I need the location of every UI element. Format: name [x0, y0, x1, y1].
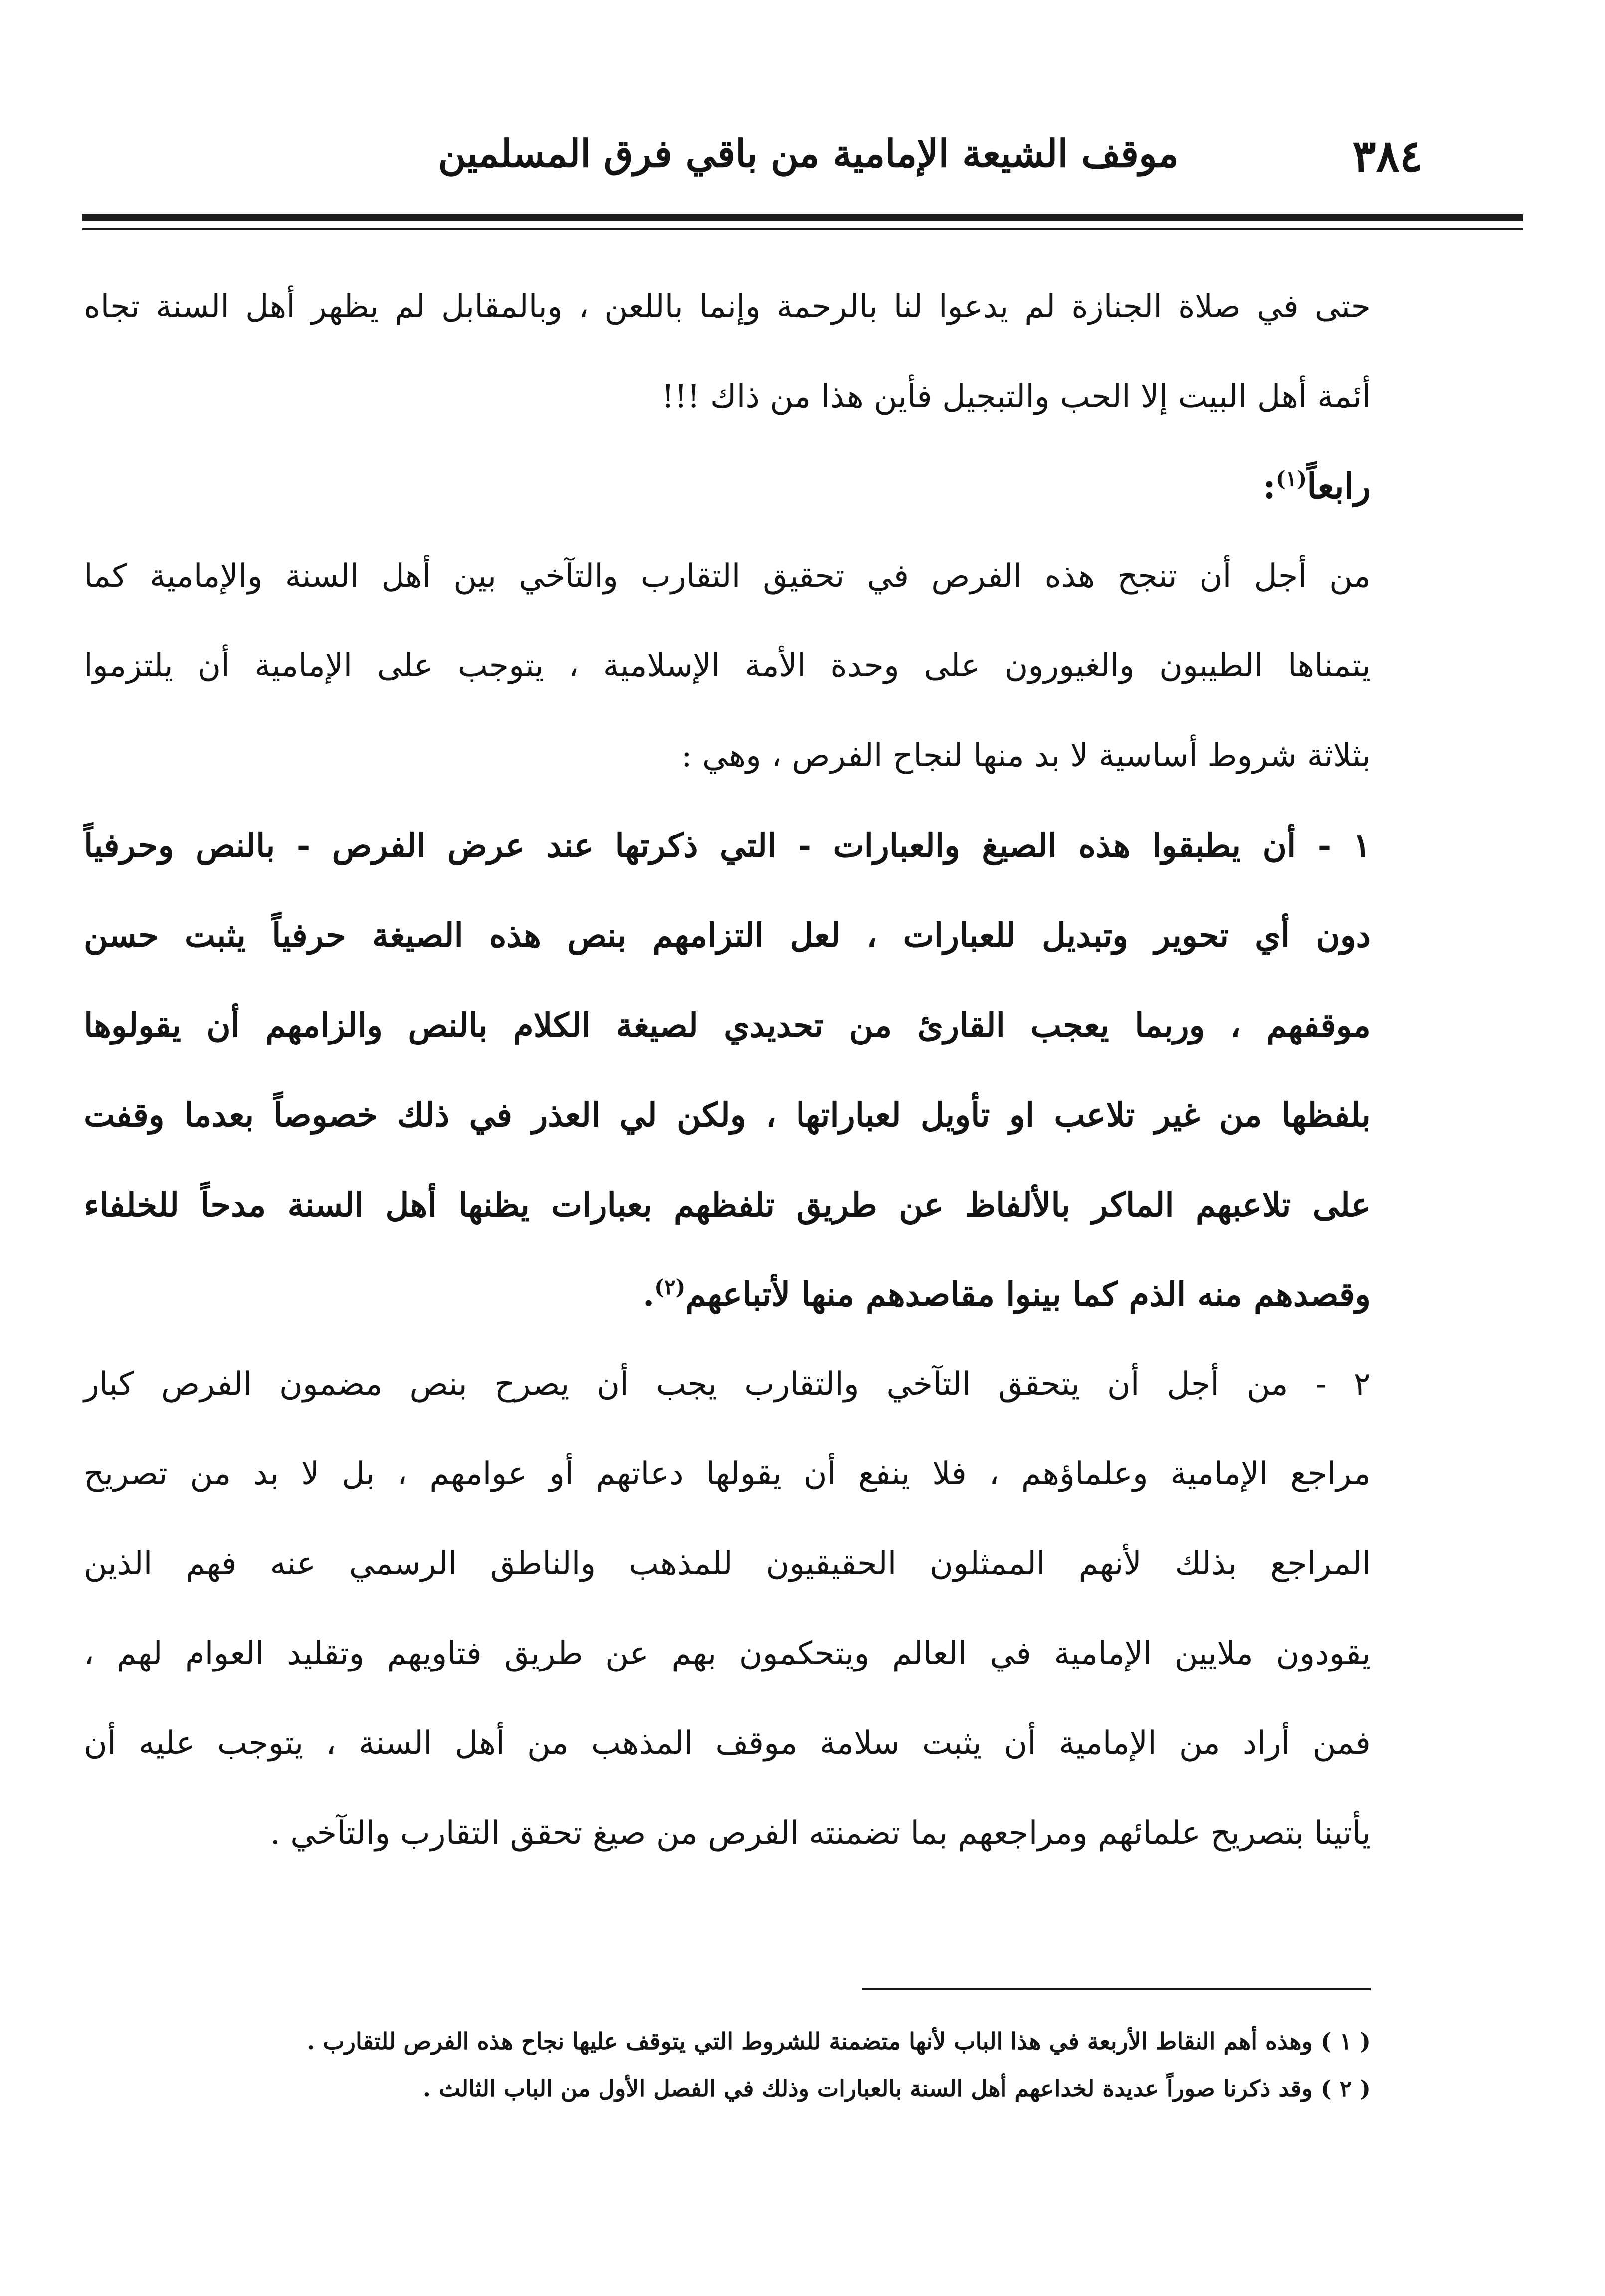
text-line: على تلاعبهم الماكر بالألفاظ عن طريق تلفظهم بعبارات يظنها أهل السنة مدحاً للخلفاء: [84, 1185, 1371, 1224]
text-line: دون أي تحوير وتبديل للعبارات ، لعل التزامهم بنص هذه الصيغة حرفياً يثبت حسن: [84, 916, 1371, 955]
text-line: [84, 1250, 1371, 1339]
text-line: موقفهم ، وربما يعجب القارئ من تحديدي لصيغة الكلام بالنص والزامهم أن يقولوها: [84, 1006, 1371, 1044]
footnote-separator: [862, 1988, 1371, 1990]
text-line: من أجل أن تنجح هذه الفرص في تحقيق التقارب والتآخي بين أهل السنة والإمامية كما: [84, 558, 1371, 595]
text-line: فمن أراد من الإمامية أن يثبت سلامة موقف المذهب من أهل السنة ، يتوجب عليه أن: [84, 1725, 1371, 1762]
heading-text: رابعاً: [1307, 465, 1371, 507]
header-rule-thin: [82, 228, 1523, 230]
text-line: ١ - أن يطبقوا هذه الصيغ والعبارات - التي ذكرتها عند عرض الفرص - بالنص وحرفياً: [84, 826, 1371, 865]
running-title: موقف الشيعة الإمامية من باقي فرق المسلمين: [438, 131, 1179, 176]
text-line: بثلاثة شروط أساسية لا بد منها لنجاح الفرص ، وهي :: [681, 737, 1371, 774]
text-line: يقودون ملايين الإمامية في العالم ويتحكمون بهم عن طريق فتاويهم وتقليد العوام لهم ،: [84, 1635, 1371, 1672]
text-line: حتى في صلاة الجنازة لم يدعوا لنا بالرحمة وإنما باللعن ، وبالمقابل لم يظهر أهل السنة تجاه: [84, 288, 1371, 325]
section-heading: [84, 441, 1371, 531]
body-text: [84, 262, 1371, 1878]
condition-item-2: [84, 1339, 1371, 1878]
heading-colon: :: [1263, 465, 1276, 507]
paragraph-1: [84, 262, 1371, 441]
text-line: المراجع بذلك لأنهم الممثلون الحقيقيون للمذهب والناطق الرسمي عنه فهم الذين: [84, 1545, 1371, 1582]
footnote-1: ( ١ ) وهذه أهم النقاط الأربعة في هذا الباب لأنها متضمنة للشروط التي يتوقف عليها نجاح هذه الفرص للتقارب .: [307, 2028, 1371, 2055]
text-line: بلفظها من غير تلاعب او تأويل لعباراتها ، ولكن لي العذر في ذلك خصوصاً بعدما وقفت: [84, 1095, 1371, 1134]
footnote-reference-1: (١): [1275, 466, 1307, 491]
text-line-content: وقصدهم منه الذم كما بينوا مقاصدهم منها لأتباعهم: [685, 1275, 1371, 1314]
header-rule-thick: [82, 214, 1523, 221]
footnote-2: ( ٢ ) وقد ذكرنا صوراً عديدة لخداعهم أهل السنة بالعبارات وذلك في الفصل الأول من الباب الثالث .: [422, 2075, 1371, 2102]
text-line: ٢ - من أجل أن يتحقق التآخي والتقارب يجب أن يصرح بنص مضمون الفرص كبار: [84, 1366, 1371, 1403]
footnote-reference-2: (٢): [654, 1275, 686, 1299]
footnotes: [84, 2018, 1371, 2112]
text-line: أئمة أهل البيت إلا الحب والتبجيل فأين هذا من ذاك !!!: [661, 378, 1371, 415]
page-number: ٣٨٤: [1352, 130, 1423, 182]
line-period: .: [643, 1275, 655, 1314]
text-line: يتمناها الطيبون والغيورون على وحدة الأمة الإسلامية ، يتوجب على الإمامية أن يلتزموا: [84, 647, 1371, 684]
text-line: يأتينا بتصريح علمائهم ومراجعهم بما تضمنته الفرص من صيغ تحقق التقارب والتآخي .: [270, 1815, 1371, 1852]
condition-item-1: [84, 801, 1371, 1339]
running-header: [82, 117, 1523, 187]
paragraph-2: [84, 531, 1371, 801]
text-line: مراجع الإمامية وعلماؤهم ، فلا ينفع أن يقولها دعاتهم أو عوامهم ، بل لا بد من تصريح: [84, 1456, 1371, 1492]
